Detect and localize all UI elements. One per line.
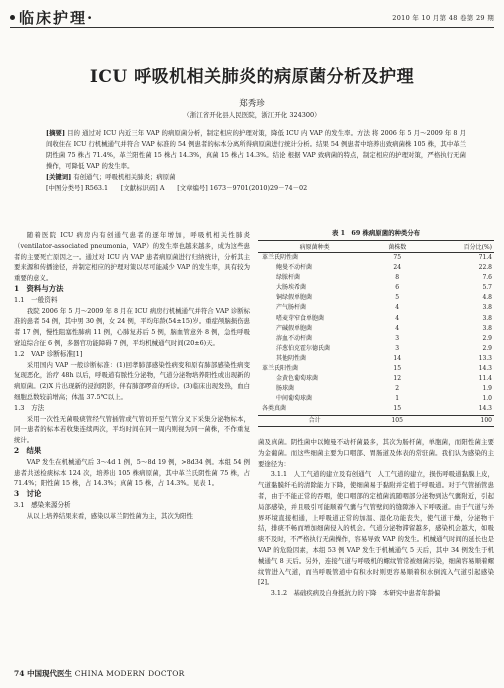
general-data-paragraph: 我院 2006 年 5 月～2009 年 8 月在 ICU 病房行机械通气并符合 VAP 诊断标准的患者 54 例，其中男 30 例，女 24 例，平均年龄(54±15)岁。重症颅脑损伤患者 17 例，慢性阻塞性肺病 11 例，心肺复苏后 5 例，脑血管意外 8 例，急性呼吸窘迫综合征 6 例，多器官功能障碍 7 例，平均机械通气时间(20±6)天。 xyxy=(14,306,250,347)
percentage-cell: 71.4 xyxy=(478,254,492,261)
strain-count-cell: 1 xyxy=(395,395,400,403)
pathogen-name-cell: 革兰氏阳性菌 xyxy=(262,365,299,373)
heading-method: 1.3 方法 xyxy=(14,403,45,412)
total-percentage-cell: 100 xyxy=(423,415,494,426)
journal-name-cn: 中国现代医生 xyxy=(27,669,73,678)
section-title-text: 临床护理 xyxy=(19,9,88,27)
table-row xyxy=(258,303,494,313)
abstract-label: [摘要] xyxy=(46,129,66,137)
pathogen-name-cell: 金黄色葡萄球菌 xyxy=(276,375,319,383)
table-row xyxy=(258,394,494,404)
table-total-row xyxy=(258,415,494,426)
heading-general-data: 1.1 一般资料 xyxy=(14,295,58,304)
table-row xyxy=(258,263,494,273)
table-row xyxy=(258,314,494,324)
percentage-cell: 14.3 xyxy=(478,365,492,373)
table-row xyxy=(258,354,494,364)
article-title: ICU 呼吸机相关肺炎的病原菌分析及护理 xyxy=(89,67,415,87)
pathogen-name-cell: 大肠埃希菌 xyxy=(276,284,307,292)
results-paragraph: VAP 发生在机械通气后 3～4d 1 例，5～8d 19 例，>8d34 例。本组 54 例患者共送检痰标本 124 次，培养出 105 株病原菌，其中革兰氏阴性菌 75 株，占 71.4%；阳性菌 15 株，占 14.3%；真菌 15 株，占 14.3%。见表 1。 xyxy=(14,457,250,488)
strain-count-cell: 8 xyxy=(395,274,400,282)
table-row xyxy=(258,253,494,264)
pathogen-name-cell: 嗜麦芽窄食单胞菌 xyxy=(276,314,325,322)
heading-results: 2 结果 xyxy=(14,445,42,455)
strain-count-cell: 15 xyxy=(393,405,402,413)
table-row xyxy=(258,324,494,334)
percentage-cell: 1.0 xyxy=(482,395,492,403)
strain-count-cell: 12 xyxy=(393,375,402,383)
table-caption: 表 1 69 株病原菌的种类分布 xyxy=(331,229,421,237)
left-column xyxy=(14,230,250,522)
table-row xyxy=(258,283,494,293)
table-row xyxy=(258,384,494,394)
abstract xyxy=(46,128,466,194)
strain-count-cell: 75 xyxy=(393,254,402,261)
table-row xyxy=(258,404,494,415)
table-row xyxy=(258,334,494,344)
strain-count-cell: 2 xyxy=(395,385,400,393)
percentage-cell: 5.7 xyxy=(482,284,492,292)
airway-paragraph: 3.1.1 人工气道的建立及有创通气 人工气道的建立，损伤呼吸道黏膜上皮，气道黏膜纤毛的清除能力下降，使细菌易于黏附并定植于呼吸道。对于气管插管患者，由于不能正常的吞咽，使口咽部的定植菌流随咽部分泌物到达气囊附近，引起局部感染，并且吸引可能顺着气囊与气管壁间的缝隙渗入下呼吸道。由于气道与外界环境直接相通，上呼吸道正常的加温、湿化功能丧失，使气道干燥，分泌物干结，排痰不畅而增加细菌侵入的机会。气道分泌物滞留越多，感染机会越大，如吸痰不及时，不严格执行无菌操作，容易导致 VAP 的发生。机械通气时间的延长也是 VAP 的危险因素，本组 53 例 VAP 发生于机械通气 5 天后，其中 34 例发生于机械通气 8 天后。另外，连接气道与呼吸机的螺纹管常被细菌污染，细菌容易顺着螺纹管进入气道，而当呼吸管道中有积水时则更容易顺着积水倒流入气道引起感染[2]。 xyxy=(258,470,494,587)
intro-paragraph: 随着医院 ICU 病房内有创通气患者的逐年增加，呼吸机相关性肺炎（ventilator-associated pneumonia，VAP）的发生率也越来越多，成为这些患者的主要死亡原因之一。通过对 ICU 内 VAP 患者病原菌进行归纳统计，分析其主要来源和传播途径，并制定相应的护理对策以尽可能减少 VAP 的发生率，具有较为重要的意义。 xyxy=(14,231,250,283)
keywords-label: [关键词] xyxy=(46,173,72,181)
percentage-cell: 7.6 xyxy=(482,274,492,282)
heading-diagnosis: 1.2 VAP 诊断标准[1] xyxy=(14,349,83,358)
table-row xyxy=(258,344,494,354)
article-affiliation: （浙江省开化县人民医院，浙江开化 324300） xyxy=(183,111,321,119)
strain-count-cell: 4 xyxy=(395,304,400,312)
pathogen-table xyxy=(258,240,494,427)
pathogen-name-cell: 其他阴性菌 xyxy=(276,354,307,362)
pathogen-name-cell: 各类真菌 xyxy=(262,405,287,413)
article-author: 郑秀珍 xyxy=(239,99,265,109)
strain-count-cell: 24 xyxy=(393,264,402,272)
strain-count-cell: 3 xyxy=(395,344,400,352)
table-header-cell: 百分比(%) xyxy=(423,241,494,253)
right-column xyxy=(258,437,494,599)
journal-name-en: CHINA MODERN DOCTOR xyxy=(74,669,185,678)
infection-source-paragraph: 从以上培养结果来看，感染以革兰阴性菌为主，其次为阳性 xyxy=(26,511,193,520)
pathogen-name-cell: 溶血不动杆菌 xyxy=(276,334,313,342)
percentage-cell: 3.8 xyxy=(482,304,492,312)
table-row xyxy=(258,293,494,303)
strain-count-cell: 6 xyxy=(395,284,400,292)
table-row xyxy=(258,364,494,374)
abstract-body xyxy=(46,128,466,172)
pathogen-name-cell: 产碱假单胞菌 xyxy=(276,324,313,332)
percentage-cell: 3.8 xyxy=(482,314,492,322)
pathogen-name-cell: 鲍曼不动杆菌 xyxy=(276,264,313,272)
percentage-cell: 13.3 xyxy=(478,354,492,362)
percentage-cell: 1.9 xyxy=(482,385,492,393)
strain-count-cell: 3 xyxy=(395,334,400,342)
pathogen-name-cell: 产气肠杆菌 xyxy=(276,304,307,312)
total-label-cell: 合计 xyxy=(258,415,371,426)
table-header-cell: 菌株数 xyxy=(371,241,423,253)
pathogen-name-cell: 洋葱伯克霍尔德氏菌 xyxy=(276,344,331,352)
percentage-cell: 11.4 xyxy=(478,375,492,383)
table-row xyxy=(258,374,494,384)
header-rule xyxy=(10,27,494,28)
underlying-disease-paragraph: 3.1.2 基础疾病及自身抵抗力的下降 本研究中患者年龄偏 xyxy=(270,589,441,598)
method-paragraph: 采用一次性无菌吸痰管经气管插管或气管切开至气管分叉下采集分泌物标本，同一患者的标本若收集连续两次，平均时间在同一周内则视为同一菌株，不作重复统计。 xyxy=(14,414,250,445)
percentage-cell: 3.8 xyxy=(482,324,492,332)
heading-materials-methods: 1 资料与方法 xyxy=(14,283,64,293)
strain-count-cell: 4 xyxy=(395,324,400,332)
pathogen-name-cell: 铜绿假单胞菌 xyxy=(276,294,313,302)
discussion-continued: 菌及真菌。阴性菌中以鲍曼不动杆菌最多，其次为肠杆菌，单胞菌，而阳性菌主要为金葡菌。而这些细菌主要为口咽部、胃肠道及体表的常驻菌。我们认为感染的主要途径为： xyxy=(258,438,494,468)
heading-infection-source: 3.1 感染来源分析 xyxy=(14,500,71,509)
diagnosis-paragraph: 采用国内 VAP 一般诊断标准：(1)回孝肺部感染性病变和原有肺部感染性病变复现恶化，治疗 48h 以后，呼吸道有脓性分泌物，气道分泌物培养阳性或出现新的病原菌。(2)X 片出现新的浸润阴影，伴有肺部啰音的听诊。(3)临床出现发热，血白细胞总数较前增高；体温 37.5℃以上。 xyxy=(14,360,250,401)
heading-discussion: 3 讨论 xyxy=(14,489,42,499)
pathogen-name-cell: 革兰氏阴性菌 xyxy=(262,254,299,261)
issue-info: 2010 年 10 月第 48 卷第 29 期 xyxy=(392,14,494,22)
keywords-text: 有创通气；呼吸机相关肺炎；病原菌 xyxy=(73,173,176,181)
pathogen-name-cell: 肠球菌 xyxy=(276,385,295,393)
percentage-cell: 4.8 xyxy=(482,294,492,302)
total-count-cell: 105 xyxy=(371,415,423,426)
strain-count-cell: 15 xyxy=(393,365,402,373)
pathogen-name-cell: 绿脓杆菌 xyxy=(276,274,301,282)
percentage-cell: 22.8 xyxy=(478,264,492,272)
percentage-cell: 14.3 xyxy=(478,405,492,413)
table-row xyxy=(258,273,494,283)
page-footer xyxy=(14,668,185,679)
table-header-cell: 病原菌种类 xyxy=(258,241,371,253)
abstract-text: 目的 通过对 ICU 内近三年 VAP 的病原菌分析，制定相应的护理对策，降低 ICU 内 VAP 的发生率。方法 将 2006 年 5 月～2009 年 8 月间收住在 ICU 行机械通气并符合 VAP 标准的 54 例患者的标本分离所得病原菌进行统计分析。结果 54 例患者中培养出致病菌株 105 株，其中革兰阴性菌 75 株占 71.4%，革兰阳性菌 15 株占 14.3%，真菌 15 株占 14.3%。结论 根据 VAP 致病菌的特点，制定相应的护理对策，严格执行无菌操作，可降低 VAP 的发生率。 xyxy=(46,129,466,170)
strain-count-cell: 5 xyxy=(395,294,400,302)
classification-line: [中图分类号] R563.1 [文献标识码] A [文章编号] 1673－9701(2010)29－74－02 xyxy=(46,184,308,192)
section-title: 临床护理· xyxy=(10,7,94,28)
strain-count-cell: 14 xyxy=(393,354,402,362)
percentage-cell: 2.9 xyxy=(482,344,492,352)
table-header-row xyxy=(258,241,494,253)
strain-count-cell: 4 xyxy=(395,314,400,322)
percentage-cell: 2.9 xyxy=(482,334,492,342)
pathogen-name-cell: 中间葡萄球菌 xyxy=(276,395,313,403)
page-number: 74 xyxy=(14,669,25,678)
bullet-dot-icon xyxy=(10,15,15,20)
keywords-line xyxy=(46,172,466,183)
